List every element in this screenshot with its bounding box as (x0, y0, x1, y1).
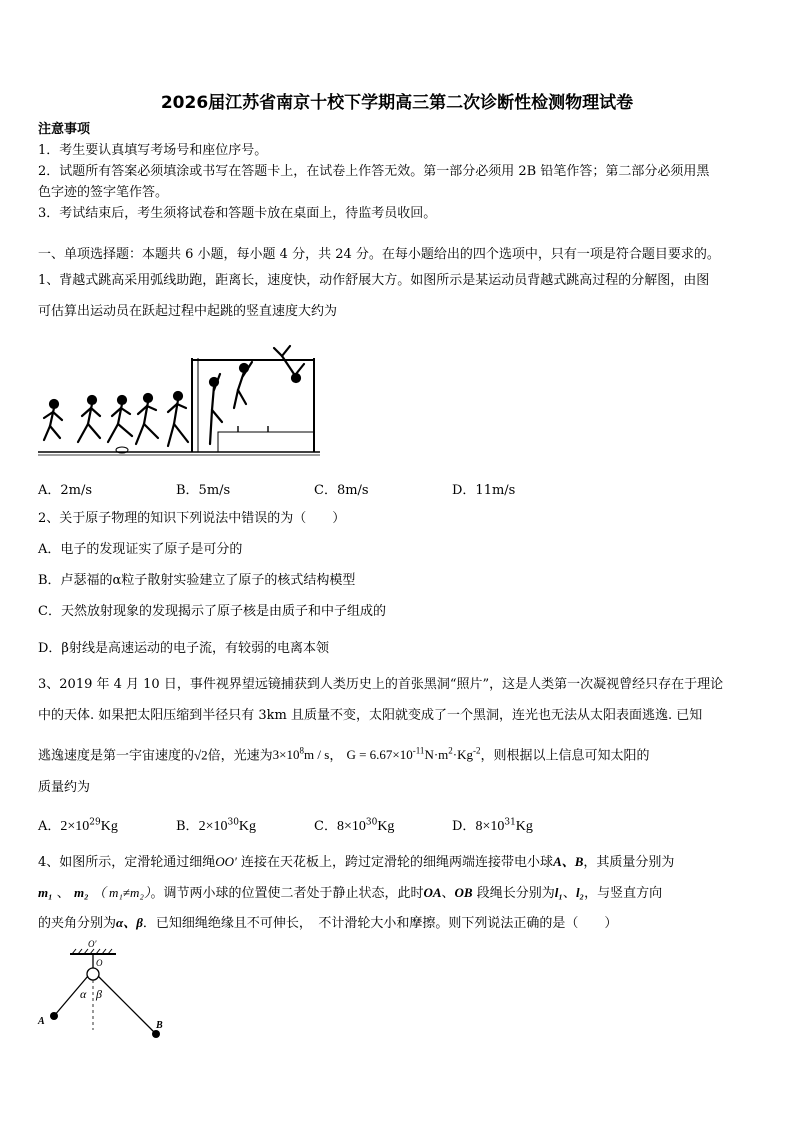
q2-option-b: B．卢瑟福的α粒子散射实验建立了原子的核式结构模型 (38, 573, 356, 588)
q3-option-c: C．$8\times 10^{30}Kg$ (314, 817, 395, 834)
q3-stem-line2: 中的天体. 如果把太阳压缩到半径只有 3km 且质量不变，太阳就变成了一个黑洞，连光也无法从太阳表面逃逸. 已知 (38, 708, 703, 723)
label-beta: β (96, 987, 102, 1001)
notice-item-2-cont: 色字迹的签字笔作答。 (38, 185, 169, 200)
label-alpha: α (80, 987, 87, 1001)
q1-stem-line2: 可估算出运动员在跃起过程中起跳的竖直速度大约为 (38, 304, 338, 319)
notice-heading: 注意事项 (38, 122, 91, 137)
label-a: A (38, 1016, 45, 1027)
label-o-prime: O′ (88, 940, 97, 949)
page-title: 2026届江苏省南京十校下学期高三第二次诊断性检测物理试卷 (160, 93, 634, 113)
q3-stem-line3: 逃逸速度是第一宇宙速度的√2倍，光速为$3\times 10^8m / s$， $G = 6.67\times 10^{-11}N\cdot m^2\cdot Kg^{-2}$，则根据以上信息可知太阳的 (38, 746, 650, 764)
gravitational-constant: $G = 6.67\times 10^{-11}N\cdot m^2\cdot Kg^{-2}$ (346, 746, 481, 763)
label-b: B (156, 1020, 163, 1031)
section-heading: 一、单项选择题：本题共 6 小题，每小题 4 分，共 24 分。在每小题给出的四个选项中，只有一项是符合题目要求的。 (38, 247, 720, 262)
q3-stem-line1: 3、2019 年 4 月 10 日，事件视界望远镜捕获到人类历史上的首张黑洞“照片”，这是人类第一次凝视曾经只存在于理论 (38, 677, 724, 692)
q3-text-b: 倍，光速为 (207, 748, 273, 764)
q1-option-c: C．8m/s (314, 483, 369, 498)
q1-stem-line1: 1、背越式跳高采用弧线助跑，距离长，速度快，动作舒展大方。如图所示是某运动员背越式跳高过程的分解图，由图 (38, 273, 710, 288)
q2-option-d: D．β射线是高速运动的电子流，有较弱的电离本领 (38, 641, 329, 656)
high-jump-figure (38, 338, 320, 462)
q1-option-b: B．5m/s (176, 483, 231, 498)
notice-item-2: 2．试题所有答案必须填涂或书写在答题卡上，在试卷上作答无效。第一部分必须用 2B 铅笔作答；第二部分必须用黑 (38, 164, 710, 179)
q3-option-a: A．$2\times 10^{29}Kg$ (38, 817, 118, 834)
q2-stem: 2、关于原子物理的知识下列说法中错误的为（ ） (38, 511, 346, 526)
q4-stem-line2: m₁ 、 m₂ （ m₁≠m₂）。调节两小球的位置使二者处于静止状态，此时OA、OB 段绳长分别为l₁、l₂，与竖直方向 (38, 885, 663, 901)
q3-stem-line4: 质量约为 (38, 780, 91, 795)
q3-text-c: ，则根据以上信息可知太阳的 (480, 748, 650, 764)
pulley-figure (36, 940, 176, 1044)
q3-option-d: D．$8\times 10^{31}Kg$ (452, 817, 533, 834)
q4-stem-line1: 4、如图所示，定滑轮通过细绳OO′ 连接在天花板上，跨过定滑轮的细绳两端连接带电小球A、B，其质量分别为 (38, 854, 675, 870)
label-o: O (96, 958, 103, 968)
light-speed: $3\times 10^8m / s$ (272, 746, 330, 763)
q1-option-d: D．11m/s (452, 483, 516, 498)
q2-option-c: C．天然放射现象的发现揭示了原子核是由质子和中子组成的 (38, 604, 386, 619)
notice-item-1: 1．考生要认真填写考场号和座位序号。 (38, 143, 268, 158)
q3-text-a: 逃逸速度是第一宇宙速度的 (38, 748, 195, 764)
notice-item-3: 3．考试结束后，考生须将试卷和答题卡放在桌面上，待监考员收回。 (38, 206, 437, 221)
q1-option-a: A．2m/s (38, 483, 93, 498)
sqrt2: √2 (194, 747, 208, 763)
q3-option-b: B．$2\times 10^{30}Kg$ (176, 817, 257, 834)
q2-option-a: A．电子的发现证实了原子是可分的 (38, 542, 243, 557)
q4-stem-line3: 的夹角分别为α、β．已知细绳绝缘且不可伸长， 不计滑轮大小和摩擦。则下列说法正确的是（ ） (38, 915, 618, 931)
